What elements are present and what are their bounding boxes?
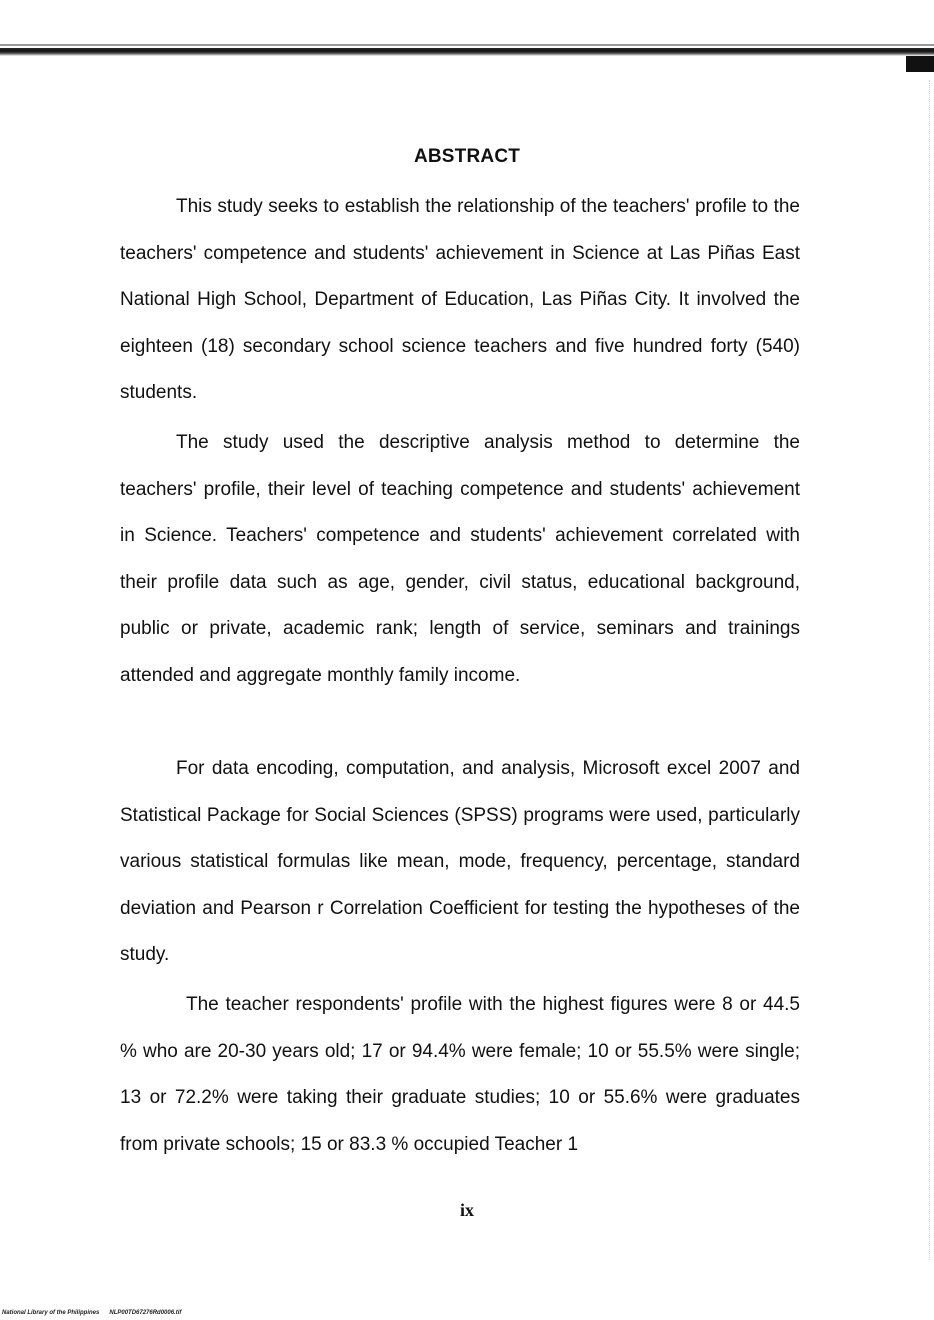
scan-top-rule xyxy=(0,48,934,56)
abstract-paragraph-4: The teacher respondents' profile with the highest figures were 8 or 44.5 % who are 20-30 years old; 17 or 94.4% were female; 10 or 55.5% were single; 13 or 72.2% were taking their graduate studies; 10 or 55.6% were graduates from private schools; 15 or 83.3 % occupied Teacher 1 xyxy=(120,994,800,1155)
abstract-heading: ABSTRACT xyxy=(413,146,521,167)
abstract-paragraph-2: The study used the descriptive analysis method to determine the teachers' profile, their level of teaching competence and students' achievement in Science. Teachers' competence and students' achievement correlated with their profile data such as age, gender, civil status, educational background, public or private, academic rank; length of service, seminars and trainings attended and aggregate monthly family income. xyxy=(120,432,800,686)
abstract-paragraph-3: For data encoding, computation, and analysis, Microsoft excel 2007 and Statistical Package for Social Sciences (SPSS) programs were used, particularly various statistical formulas like mean, mode, frequency, percentage, standard deviation and Pearson r Correlation Coefficient for testing the hypotheses of the study. xyxy=(120,758,800,965)
library-name: National Library of the Philippines xyxy=(2,1310,100,1316)
scan-top-rule-thin xyxy=(0,44,934,46)
page-number: ix xyxy=(459,1200,474,1220)
scan-file-id: NLP00TD67276Rd0006.tif xyxy=(109,1310,182,1316)
scan-corner-mark xyxy=(906,56,934,72)
scan-right-edge xyxy=(928,80,930,1260)
library-stamp xyxy=(2,1310,181,1316)
abstract-paragraph-1: This study seeks to establish the relationship of the teachers' profile to the teachers' competence and students' achievement in Science at Las Piñas East National High School, Department of Education, Las Piñas City. It involved the eighteen (18) secondary school science teachers and five hundred forty (540) students. xyxy=(120,196,800,403)
